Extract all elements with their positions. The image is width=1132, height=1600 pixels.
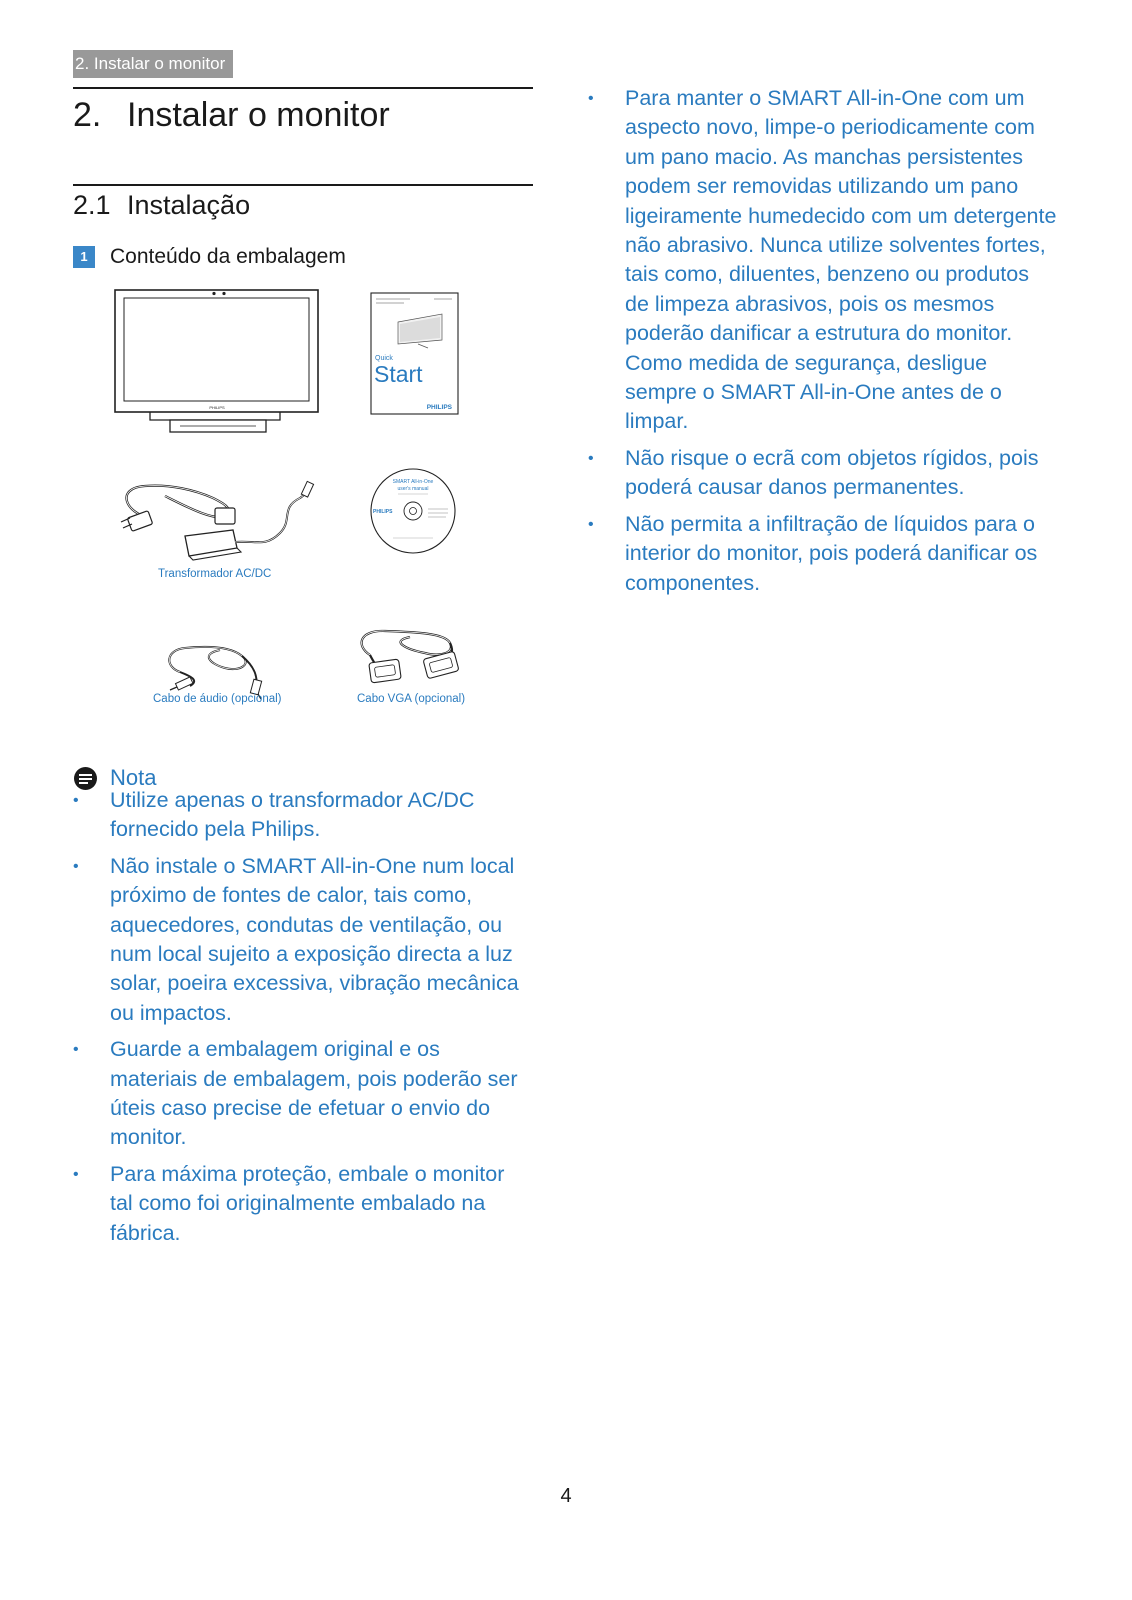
monitor-illustration — [110, 285, 325, 440]
subsection-title: Conteúdo da embalagem — [110, 245, 346, 268]
bullet: • — [73, 1165, 79, 1183]
note-title: Nota — [110, 765, 157, 790]
running-header-tab: 2. Instalar o monitor — [73, 50, 233, 78]
section-rule — [73, 184, 533, 186]
subsection-heading — [73, 245, 346, 269]
list-item: • Não risque o ecrã com objetos rígidos, pois poderá causar danos permanentes. — [588, 445, 1039, 500]
chapter-title: Instalar o monitor — [127, 96, 390, 134]
bullet: • — [73, 857, 79, 875]
ac-dc-adapter-illustration — [115, 478, 320, 568]
list-item: • Para manter o SMART All-in-One com um aspecto novo, limpe-o periodicamente com um pano macio. As manchas persistentes podem ser removidas utilizando um pano ligeiramente humedecido com um detergente não abrasivo. Nunca utilize solventes fortes, tais como, diluentes, benzeno ou produtos de limpeza abrasivos, pois os mesmos poderão danificar a estrutura do monitor. Como medida de segurança, desligue sempre o SMART All-in-One antes de o limpar. — [588, 86, 1057, 434]
quick-label: Quick — [375, 355, 393, 362]
bullet: • — [588, 449, 594, 467]
quick-start-guide-illustration — [370, 292, 460, 417]
adapter-caption: Transformador AC/DC — [158, 568, 272, 580]
section-title: Instalação — [127, 190, 251, 220]
chapter-rule — [73, 87, 533, 89]
svg-text:PHILIPS: PHILIPS — [209, 405, 225, 410]
section-number: 2.1 — [73, 190, 111, 220]
bullet: • — [73, 1041, 79, 1059]
cd-subtitle: user's manual — [397, 486, 429, 492]
step-badge: 1 — [73, 246, 95, 268]
list-item: • Para máxima proteção, embale o monitor tal como foi originalmente embalado na fábrica. — [73, 1161, 505, 1245]
right-column-list — [588, 84, 1058, 605]
list-item: • Não instale o SMART All-in-One num local próximo de fontes de calor, tais como, aquecedores, condutas de ventilação, ou num local sujeito a exposição directa a luz solar, poeira excessiva, vibração mecânica ou impactos. — [73, 853, 519, 1025]
vga-cable-illustration — [355, 625, 465, 690]
list-item: • Utilize apenas o transformador AC/DC fornecido pela Philips. — [73, 788, 475, 842]
cd-brand: PHILIPS — [373, 509, 393, 515]
chapter-heading — [73, 96, 390, 135]
bullet: • — [73, 792, 79, 809]
list-item: • Guarde a embalagem original e os materiais de embalagem, pois poderão ser úteis caso precise de efetuar o envio do monitor. — [73, 1037, 518, 1150]
audio-cable-illustration — [160, 642, 275, 700]
cd-title: SMART All-in-One — [392, 479, 434, 485]
chapter-number: 2. — [73, 96, 102, 134]
start-label: Start — [374, 361, 423, 387]
note-list — [73, 786, 533, 1255]
cd-illustration — [368, 466, 458, 556]
bullet: • — [588, 515, 594, 533]
booklet-brand: PHILIPS — [426, 404, 452, 411]
vga-cable-caption: Cabo VGA (opcional) — [357, 693, 466, 705]
list-item: • Não permita a infiltração de líquidos para o interior do monitor, pois poderá danificar os componentes. — [588, 511, 1038, 595]
section-heading — [73, 190, 250, 221]
page-number: 4 — [560, 1485, 572, 1507]
audio-cable-caption: Cabo de áudio (opcional) — [153, 693, 282, 705]
bullet: • — [588, 90, 594, 107]
